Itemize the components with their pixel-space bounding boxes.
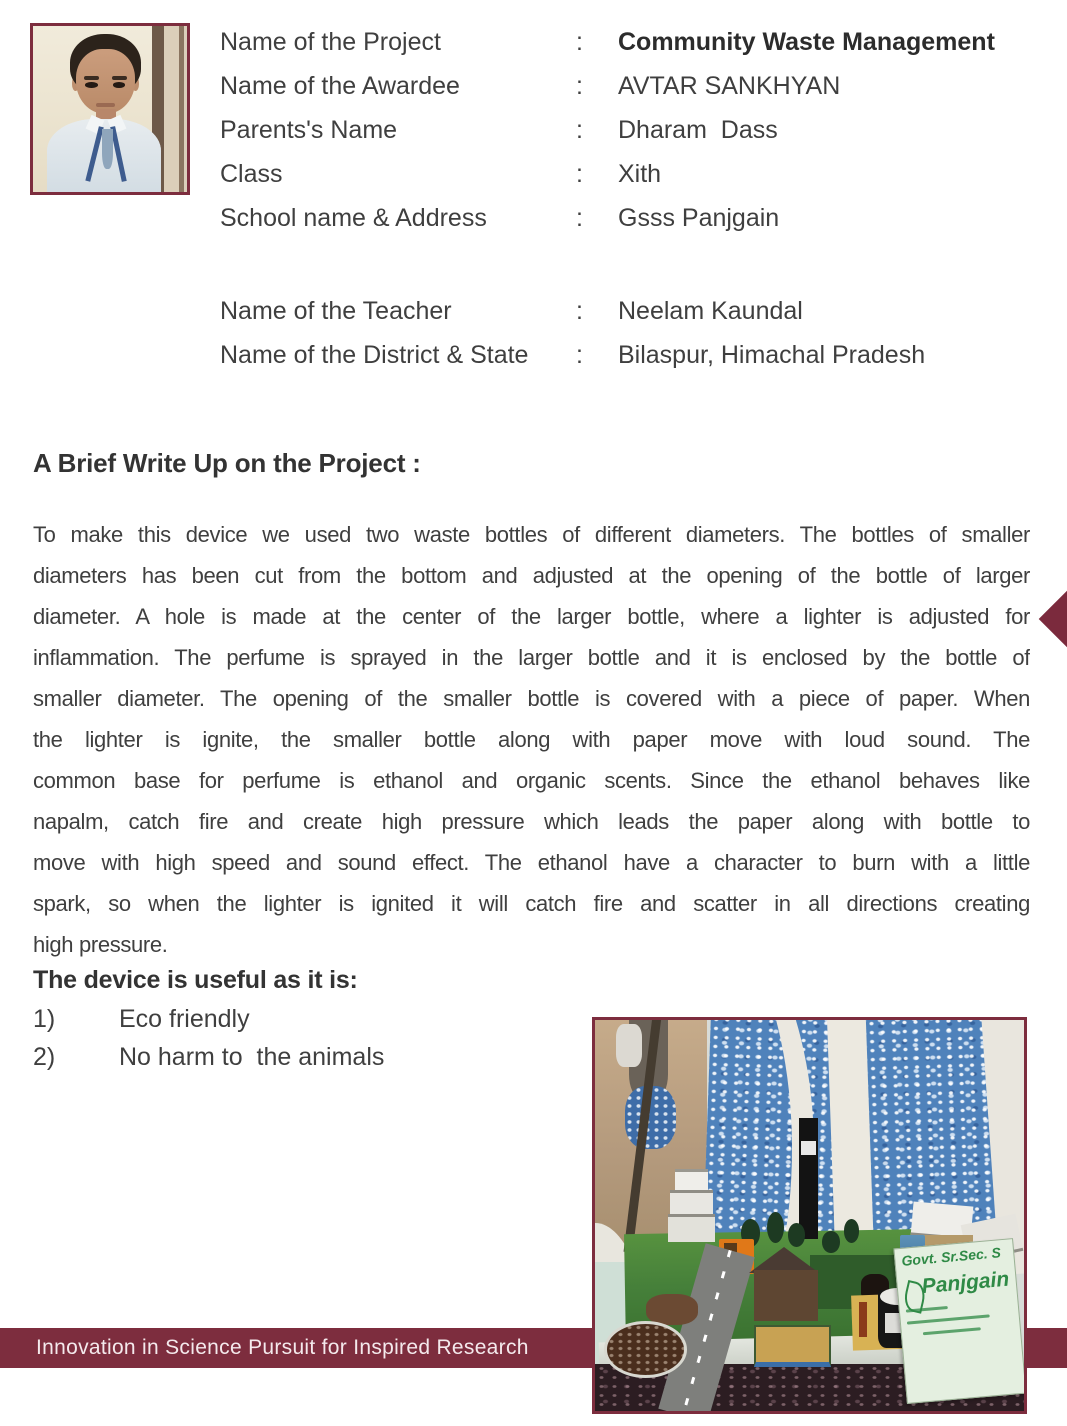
field-value: Xith [618, 160, 662, 188]
model-tree [767, 1212, 784, 1243]
field-value: Community Waste Management [618, 28, 995, 56]
model-sand-pit [754, 1325, 831, 1367]
sign-scribble [922, 1327, 980, 1335]
tower-tier-middle [670, 1190, 712, 1217]
field-value: Dharam Dass [618, 116, 778, 144]
model-plant [859, 1302, 868, 1337]
list-item-number: 1) [33, 1005, 56, 1033]
field-value: Bilaspur, Himachal Pradesh [618, 341, 926, 369]
model-chimney [799, 1118, 819, 1239]
list-item [33, 1038, 553, 1076]
model-hut [754, 1270, 818, 1321]
writeup-line: To make this device we used two waste bottles of different diameters. The bottles of smaller [33, 522, 1030, 547]
writeup-line: napalm, catch fire and create high pressure which leads the paper along with bottle to [33, 809, 1030, 834]
field-row-school [220, 196, 1030, 240]
writeup-line: diameters has been cut from the bottom and adjusted at the opening of the bottle of larger [33, 563, 1030, 588]
field-label: Parents's Name [220, 116, 398, 144]
sign-scribble [906, 1314, 989, 1324]
field-label: School name & Address [220, 204, 487, 232]
writeup-heading: A Brief Write Up on the Project : [33, 448, 421, 478]
school-sign-card [893, 1238, 1026, 1404]
writeup-line: inflammation. The perfume is sprayed in the larger bottle and it is enclosed by the bottle of [33, 645, 1030, 670]
writeup-line: move with high speed and sound effect. The ethanol have a character to burn with a little [33, 850, 1030, 875]
writeup-line: spark, so when the lighter is ignited it will catch fire and scatter in all directions creating [33, 891, 1030, 916]
sign-school-name: Govt. Sr.Sec. S [900, 1244, 1002, 1269]
list-item-text: Eco friendly [119, 1005, 250, 1033]
student-eyebrow-right [112, 76, 127, 80]
door-frame-line [179, 26, 184, 192]
writeup-line: diameter. A hole is made at the center of the larger bottle, where a lighter is adjusted for [33, 604, 1030, 629]
list-item-text: No harm to the animals [119, 1043, 385, 1071]
field-label: Class [220, 160, 283, 188]
usefulness-heading: The device is useful as it is: [33, 966, 358, 994]
usefulness-list [33, 1000, 553, 1076]
student-photo [30, 23, 190, 195]
footer-banner-text: Innovation in Science Pursuit for Inspired Research [36, 1336, 529, 1359]
model-tower-house [668, 1169, 715, 1239]
field-colon: : [576, 341, 583, 369]
field-row-parents [220, 108, 1030, 152]
student-mouth [96, 103, 114, 107]
student-tie [102, 129, 113, 169]
writeup-paragraph [33, 514, 1030, 965]
model-hut-roof [749, 1247, 819, 1273]
writeup-line: smaller diameter. The opening of the smaller bottle is covered with a piece of paper. When [33, 686, 1030, 711]
field-value: Neelam Kaundal [618, 297, 803, 325]
model-tree [822, 1231, 839, 1253]
field-colon: : [576, 297, 583, 325]
field-row-project [220, 20, 1030, 64]
sign-village-name: Panjgain [920, 1267, 1010, 1299]
writeup-line: high pressure. [33, 932, 168, 957]
field-colon: : [576, 28, 583, 56]
writeup-line: the lighter is ignite, the smaller bottle along with paper move with loud sound. The [33, 727, 1030, 752]
left-arrow-marker [1039, 591, 1067, 648]
list-item-number: 2) [33, 1043, 56, 1071]
field-row-district [220, 333, 1030, 377]
student-eyebrow-left [84, 76, 99, 80]
field-row-class [220, 152, 1030, 196]
field-colon: : [576, 116, 583, 144]
list-item [33, 1000, 553, 1038]
field-value: AVTAR SANKHYAN [618, 72, 841, 100]
field-label: Name of the Awardee [220, 72, 460, 100]
field-label: Name of the Project [220, 28, 441, 56]
writeup-line: common base for perfume is ethanol and organic scents. Since the ethanol behaves like [33, 768, 1030, 793]
field-colon: : [576, 72, 583, 100]
model-tree [788, 1223, 805, 1246]
field-row-teacher [220, 289, 1030, 333]
field-label: Name of the Teacher [220, 297, 452, 325]
student-eye-left [85, 82, 97, 88]
tower-tier-bottom [668, 1214, 715, 1242]
field-value: Gsss Panjgain [618, 204, 780, 232]
field-colon: : [576, 160, 583, 188]
field-label: Name of the District & State [220, 341, 529, 369]
model-chimney-band [801, 1141, 816, 1155]
field-colon: : [576, 204, 583, 232]
model-mud-pile [646, 1294, 697, 1325]
project-info [220, 20, 1030, 377]
field-row-awardee [220, 64, 1030, 108]
model-photo [592, 1017, 1027, 1414]
model-compost-pit [604, 1321, 687, 1378]
model-tree [844, 1219, 859, 1242]
